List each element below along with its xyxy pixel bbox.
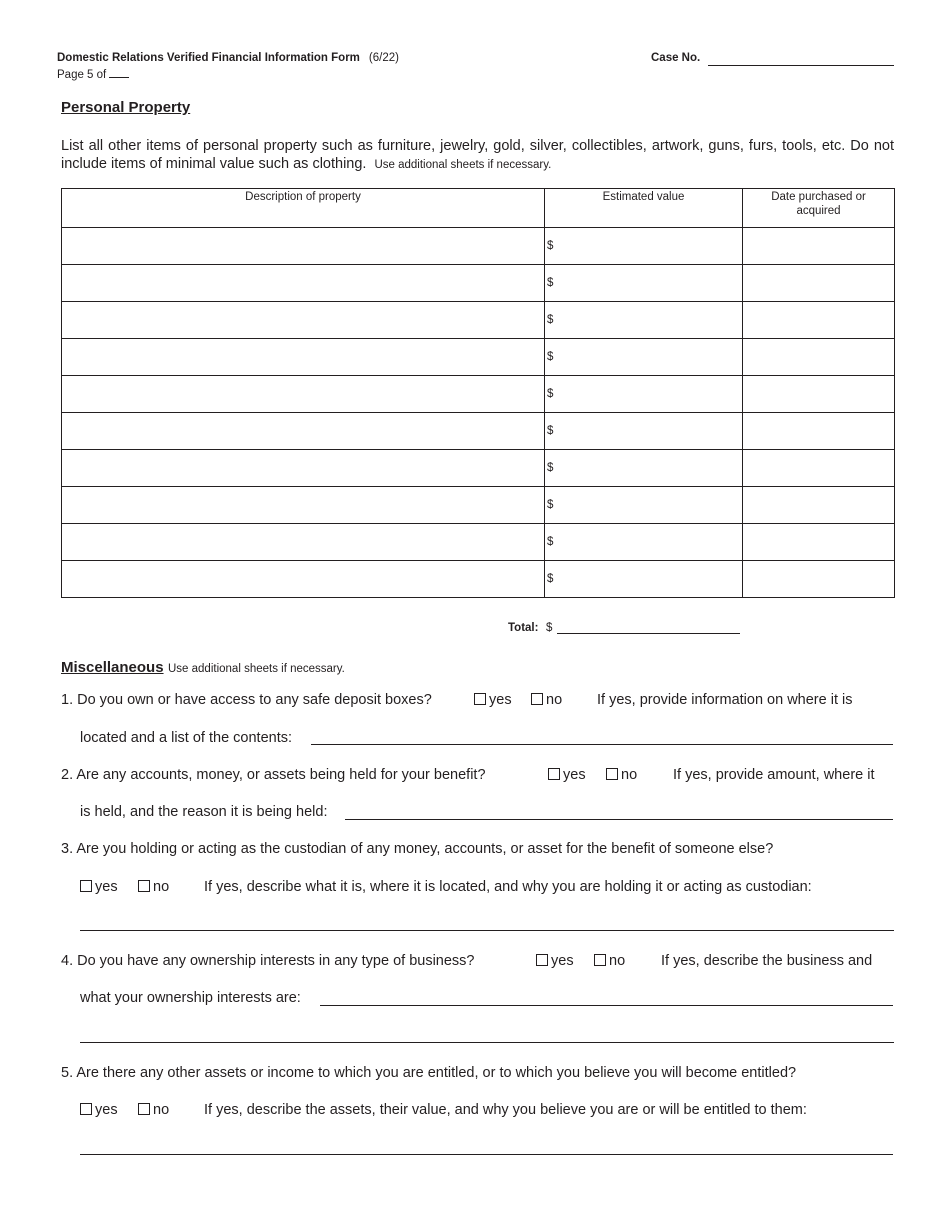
question-5-followup: If yes, describe the assets, their value, and why you believe you are or will be entitled to them:: [204, 1102, 807, 1118]
question-4-answer-line[interactable]: [320, 1005, 893, 1006]
question-4-followup: If yes, describe the business and: [661, 953, 873, 969]
estimated-value-cell[interactable]: $: [545, 228, 743, 265]
question-2-followup-line2: is held, and the reason it is being held:: [80, 804, 328, 820]
question-1-no[interactable]: no: [531, 692, 562, 708]
total-label: Total:: [508, 622, 539, 634]
estimated-value-cell[interactable]: $: [545, 450, 743, 487]
date-acquired-cell[interactable]: [743, 339, 895, 376]
table-row: [62, 376, 895, 413]
question-5-yes[interactable]: yes: [80, 1102, 118, 1118]
question-3-answer-line[interactable]: [80, 930, 894, 931]
description-cell[interactable]: [62, 302, 545, 339]
case-number-field[interactable]: [708, 65, 894, 66]
description-cell[interactable]: [62, 487, 545, 524]
question-5-answer-line[interactable]: [80, 1154, 893, 1155]
date-acquired-cell[interactable]: [743, 302, 895, 339]
question-2-followup: If yes, provide amount, where it: [673, 767, 875, 783]
question-4-no[interactable]: no: [594, 953, 625, 969]
question-2-yes-checkbox[interactable]: [548, 768, 560, 780]
page-number: Page 5 of: [57, 67, 129, 81]
table-row: [62, 450, 895, 487]
total-field[interactable]: [557, 633, 740, 634]
description-cell[interactable]: [62, 265, 545, 302]
question-3-yes-checkbox[interactable]: [80, 880, 92, 892]
estimated-value-cell[interactable]: $: [545, 524, 743, 561]
question-2-no-checkbox[interactable]: [606, 768, 618, 780]
table-row: [62, 339, 895, 376]
question-5-text: 5. Are there any other assets or income to which you are entitled, or to which you believe you will become entitled?: [61, 1065, 797, 1081]
column-header-description: Description of property: [62, 189, 545, 228]
estimated-value-cell[interactable]: $: [545, 561, 743, 598]
description-cell[interactable]: [62, 450, 545, 487]
case-number-label: Case No.: [651, 52, 701, 64]
question-2-no[interactable]: no: [606, 767, 637, 783]
estimated-value-cell[interactable]: $: [545, 376, 743, 413]
date-acquired-cell[interactable]: [743, 561, 895, 598]
question-2-answer-line[interactable]: [345, 819, 893, 820]
description-cell[interactable]: [62, 561, 545, 598]
question-4-yes[interactable]: yes: [536, 953, 574, 969]
personal-property-instructions: List all other items of personal property such as furniture, jewelry, gold, silver, collectibles, artwork, guns, furs, tools, etc. Do not include items of minimal value such as clothing. Use additional sheets if necessary.: [61, 138, 894, 172]
question-4-no-checkbox[interactable]: [594, 954, 606, 966]
question-1-no-checkbox[interactable]: [531, 693, 543, 705]
description-cell[interactable]: [62, 228, 545, 265]
column-header-date-acquired: Date purchased or acquired: [743, 189, 895, 228]
table-row: [62, 302, 895, 339]
estimated-value-cell[interactable]: $: [545, 265, 743, 302]
question-1-answer-line[interactable]: [311, 744, 893, 745]
question-4-yes-checkbox[interactable]: [536, 954, 548, 966]
miscellaneous-note: Use additional sheets if necessary.: [168, 663, 345, 675]
question-3-yes[interactable]: yes: [80, 879, 118, 895]
table-row: [62, 265, 895, 302]
description-cell[interactable]: [62, 524, 545, 561]
question-4-text: 4. Do you have any ownership interests in any type of business?: [61, 953, 475, 969]
personal-property-note: Use additional sheets if necessary.: [374, 159, 552, 171]
question-1-yes[interactable]: yes: [474, 692, 512, 708]
date-acquired-cell[interactable]: [743, 265, 895, 302]
date-acquired-cell[interactable]: [743, 524, 895, 561]
table-row: [62, 561, 895, 598]
question-3-no[interactable]: no: [138, 879, 169, 895]
personal-property-table: [61, 188, 895, 598]
date-acquired-cell[interactable]: [743, 450, 895, 487]
question-1-followup: If yes, provide information on where it is: [597, 692, 853, 708]
estimated-value-cell[interactable]: $: [545, 302, 743, 339]
date-acquired-cell[interactable]: [743, 376, 895, 413]
description-cell[interactable]: [62, 339, 545, 376]
question-1-followup-line2: located and a list of the contents:: [80, 730, 292, 746]
question-5-no-checkbox[interactable]: [138, 1103, 150, 1115]
miscellaneous-header: [61, 659, 345, 677]
page-total-blank[interactable]: [109, 67, 129, 78]
question-3-no-checkbox[interactable]: [138, 880, 150, 892]
question-3-followup: If yes, describe what it is, where it is located, and why you are holding it or acting as custodian:: [204, 879, 812, 895]
column-header-estimated-value: Estimated value: [545, 189, 743, 228]
personal-property-title: Personal Property: [61, 99, 191, 116]
table-row: [62, 413, 895, 450]
date-acquired-cell[interactable]: [743, 228, 895, 265]
question-2-text: 2. Are any accounts, money, or assets being held for your benefit?: [61, 767, 486, 783]
table-row: [62, 524, 895, 561]
question-1-yes-checkbox[interactable]: [474, 693, 486, 705]
question-2-yes[interactable]: yes: [548, 767, 586, 783]
table-row: [62, 487, 895, 524]
date-acquired-cell[interactable]: [743, 487, 895, 524]
total-currency-symbol: $: [546, 622, 553, 634]
question-5-no[interactable]: no: [138, 1102, 169, 1118]
form-title: Domestic Relations Verified Financial Information Form (6/22): [57, 52, 399, 64]
question-5-yes-checkbox[interactable]: [80, 1103, 92, 1115]
question-1-text: 1. Do you own or have access to any safe deposit boxes?: [61, 692, 432, 708]
table-row: [62, 228, 895, 265]
question-4-followup-line2: what your ownership interests are:: [80, 990, 301, 1006]
form-revision: (6/22): [368, 52, 399, 64]
estimated-value-cell[interactable]: $: [545, 413, 743, 450]
question-3-text: 3. Are you holding or acting as the custodian of any money, accounts, or asset for the benefit of someone else?: [61, 841, 774, 857]
description-cell[interactable]: [62, 376, 545, 413]
question-4-answer-line-2[interactable]: [80, 1042, 894, 1043]
estimated-value-cell[interactable]: $: [545, 339, 743, 376]
estimated-value-cell[interactable]: $: [545, 487, 743, 524]
miscellaneous-title: Miscellaneous: [61, 659, 164, 676]
description-cell[interactable]: [62, 413, 545, 450]
date-acquired-cell[interactable]: [743, 413, 895, 450]
